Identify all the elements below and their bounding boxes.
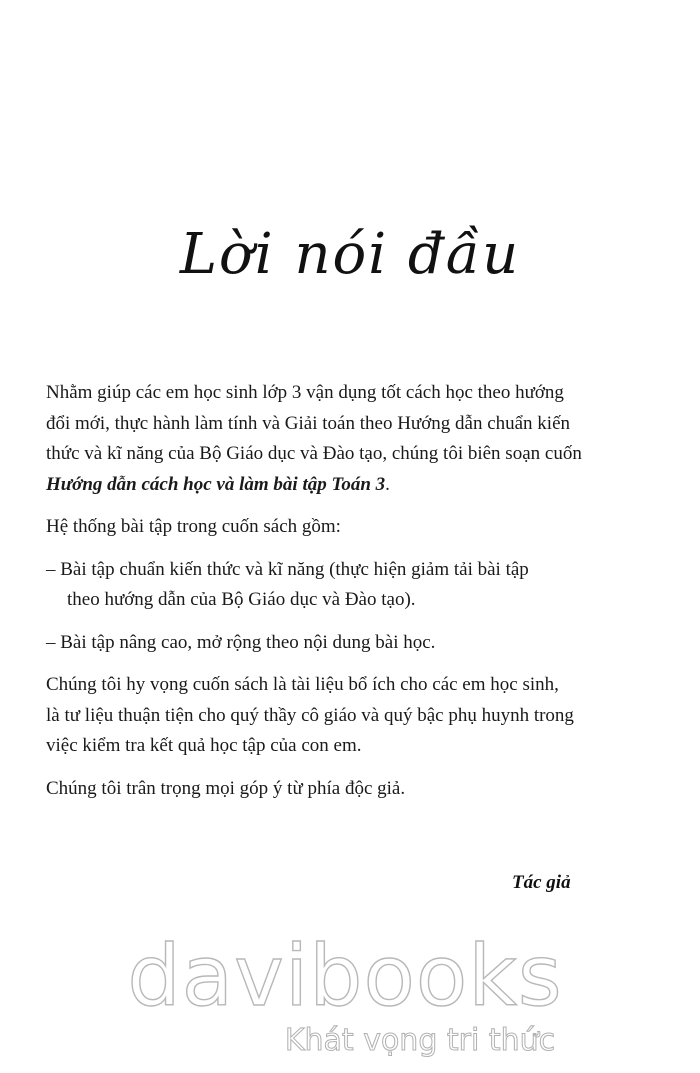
intro-line-3: thức và kĩ năng của Bộ Giáo dục và Đào tạo, chúng tôi biên soạn cuốn (46, 443, 582, 464)
hope-paragraph (46, 670, 666, 762)
bullet-item (46, 628, 666, 659)
hope-line-1: Chúng tôi hy vọng cuốn sách là tài liệu bổ ích cho các em học sinh, (46, 674, 559, 695)
intro-line-2: đổi mới, thực hành làm tính và Giải toán theo Hướng dẫn chuẩn kiến (46, 412, 571, 434)
system-intro-line: Hệ thống bài tập trong cuốn sách gồm: (46, 516, 341, 537)
thanks-line: Chúng tôi trân trọng mọi góp ý từ phía độc giả. (46, 777, 406, 799)
book-title: Hướng dẫn cách học và làm bài tập Toán 3 (46, 473, 386, 495)
intro-line-4 (46, 470, 666, 501)
watermark (0, 927, 700, 1058)
intro-line-1: Nhằm giúp các em học sinh lớp 3 vận dụng tốt cách học theo hướng (46, 382, 564, 403)
intro-period: . (385, 473, 390, 495)
author-signature: Tác giả (512, 872, 571, 893)
bullet-1-line-1: – Bài tập chuẩn kiến thức và kĩ năng (thực hiện giảm tải bài tập (46, 558, 529, 580)
thanks-paragraph (46, 774, 666, 805)
watermark-slogan: Khát vọng tri thức (284, 1023, 556, 1058)
intro-paragraph (46, 378, 666, 500)
page-heading: Lời nói đầu (179, 222, 521, 287)
bullet-2-line-1: – Bài tập nâng cao, mở rộng theo nội dung bài học. (46, 631, 436, 653)
hope-line-2: là tư liệu thuận tiện cho quý thầy cô giáo và quý bậc phụ huynh trong (46, 704, 574, 726)
preface-body (46, 378, 666, 816)
system-intro-paragraph (46, 512, 666, 543)
hope-line-3: việc kiểm tra kết quả học tập của con em. (46, 735, 362, 756)
bullet-item (46, 555, 666, 616)
bullet-1-line-2: theo hướng dẫn của Bộ Giáo dục và Đào tạo). (67, 589, 416, 610)
watermark-brand: davibooks (127, 927, 563, 1025)
